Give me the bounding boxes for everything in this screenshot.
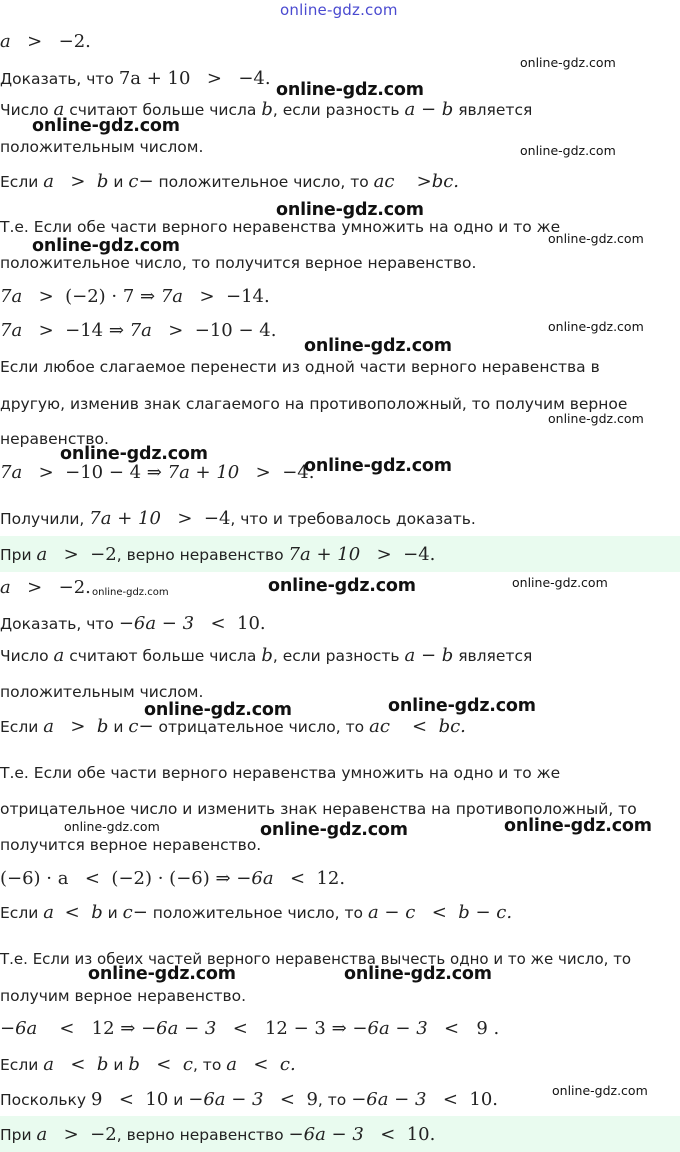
watermark: online-gdz.com bbox=[304, 336, 452, 356]
watermark: online-gdz.com bbox=[32, 116, 180, 136]
step-1-3: 7a > −10 − 4 ⇒ 7a + 10 > −4. bbox=[0, 462, 315, 483]
watermark: online-gdz.com bbox=[280, 1, 398, 19]
explanation-2a: Т.е. Если обе части верного неравенства умножить на одно и то же bbox=[0, 764, 561, 782]
step-2-1: (−6) · a < (−2) · (−6) ⇒ −6a < 12. bbox=[0, 868, 346, 889]
since-statement-2: Поскольку 9 < 10 и −6a − 3 < 9, то −6a − 3 < 10. bbox=[0, 1089, 499, 1110]
watermark: online-gdz.com bbox=[504, 816, 652, 836]
watermark: online-gdz.com bbox=[548, 319, 644, 334]
watermark: online-gdz.com bbox=[276, 200, 424, 220]
explanation-2b: отрицательное число и изменить знак неравенства на противоположный, то bbox=[0, 800, 637, 818]
watermark: online-gdz.com bbox=[60, 444, 208, 464]
definition-text-1: Число a считают больше числа b, если разность a − b является bbox=[0, 99, 533, 120]
transfer-rule-1c: неравенство. bbox=[0, 430, 109, 448]
step-1-1: 7a > (−2) · 7 ⇒ 7a > −14. bbox=[0, 286, 270, 307]
step-1-2: 7a > −14 ⇒ 7a > −10 − 4. bbox=[0, 320, 277, 341]
step-2-2: −6a < 12 ⇒ −6a − 3 < 12 − 3 ⇒ −6a − 3 < 9 . bbox=[0, 1018, 500, 1039]
watermark: online-gdz.com bbox=[276, 80, 424, 100]
transitivity-rule-2: Если a < b и b < c, то a < c. bbox=[0, 1054, 296, 1075]
watermark: online-gdz.com bbox=[304, 456, 452, 476]
multiplication-rule-1: Если a > b и c− положительное число, то ac >bc. bbox=[0, 171, 460, 192]
watermark: online-gdz.com bbox=[388, 696, 536, 716]
watermark: online-gdz.com bbox=[520, 143, 616, 158]
definition-text-2b: положительным числом. bbox=[0, 683, 204, 701]
subtraction-explain-2a: Т.е. Если из обеих частей верного неравенства вычесть одно и то же число, то bbox=[0, 950, 632, 968]
definition-text-2: Число a считают больше числа b, если разность a − b является bbox=[0, 645, 533, 666]
watermark: online-gdz.com bbox=[92, 587, 169, 598]
subtraction-rule-2: Если a < b и c− положительное число, то a − c < b − c. bbox=[0, 902, 513, 923]
definition-text-1b: положительным числом. bbox=[0, 138, 204, 156]
given-inequality-1: a > −2. bbox=[0, 31, 91, 52]
watermark: online-gdz.com bbox=[548, 231, 644, 246]
watermark: online-gdz.com bbox=[344, 964, 492, 984]
watermark: online-gdz.com bbox=[64, 819, 160, 834]
answer-1: При a > −2, верно неравенство 7a + 10 > −4. bbox=[0, 544, 436, 565]
watermark: online-gdz.com bbox=[88, 964, 236, 984]
given-inequality-2: a > −2. bbox=[0, 577, 91, 598]
watermark: online-gdz.com bbox=[548, 411, 644, 426]
multiplication-rule-2: Если a > b и c− отрицательное число, то ac < bc. bbox=[0, 716, 466, 737]
prove-statement-1: Доказать, что 7a + 10 > −4. bbox=[0, 68, 271, 89]
explanation-2c: получится верное неравенство. bbox=[0, 836, 262, 854]
prove-statement-2: Доказать, что −6a − 3 < 10. bbox=[0, 613, 266, 634]
explanation-1a: Т.е. Если обе части верного неравенства умножить на одно и то же bbox=[0, 218, 561, 236]
result-statement-1: Получили, 7a + 10 > −4, что и требовалось доказать. bbox=[0, 508, 476, 529]
answer-2: При a > −2, верно неравенство −6a − 3 < 10. bbox=[0, 1124, 436, 1145]
transfer-rule-1a: Если любое слагаемое перенести из одной части верного неравенства в bbox=[0, 358, 600, 376]
transfer-rule-1b: другую, изменив знак слагаемого на противоположный, то получим верное bbox=[0, 395, 628, 413]
watermark: online-gdz.com bbox=[552, 1083, 648, 1098]
watermark: online-gdz.com bbox=[144, 700, 292, 720]
watermark: online-gdz.com bbox=[260, 820, 408, 840]
watermark: online-gdz.com bbox=[512, 575, 608, 590]
watermark: online-gdz.com bbox=[32, 236, 180, 256]
watermark: online-gdz.com bbox=[268, 576, 416, 596]
subtraction-explain-2b: получим верное неравенство. bbox=[0, 987, 247, 1005]
explanation-1b: положительное число, то получится верное неравенство. bbox=[0, 254, 477, 272]
watermark: online-gdz.com bbox=[520, 55, 616, 70]
